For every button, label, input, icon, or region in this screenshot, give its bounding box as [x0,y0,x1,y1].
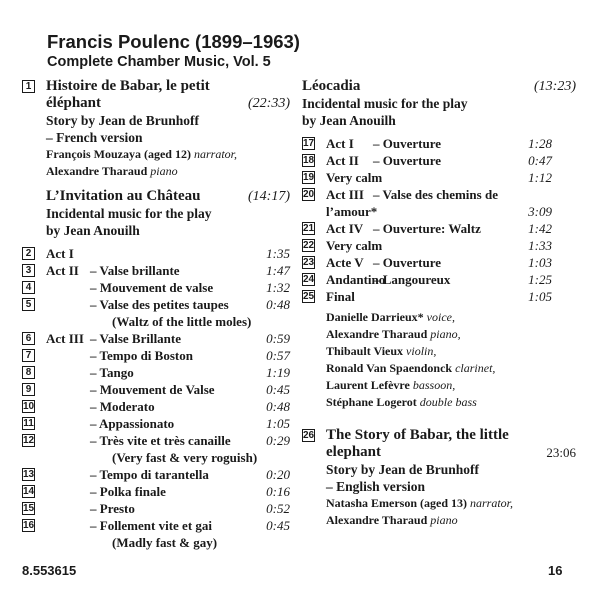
track-number: 5 [22,298,35,311]
track-number: 8 [22,366,35,379]
composer-title: Francis Poulenc (1899–1963) [47,31,300,52]
track-duration: 0:48 [266,399,290,414]
work-title-line2 [46,95,290,112]
work-subtitle-2: – English version [326,479,426,494]
credit-line [326,512,576,529]
track-duration: 0:57 [266,348,290,363]
invitation-block [22,188,290,239]
track-row [22,466,290,483]
leocadia-block [302,78,576,129]
track-title: – Langoureux [373,272,451,287]
track-duration: 1:25 [528,272,552,287]
track-number: 7 [22,349,35,362]
track-act: Very calm [326,170,383,185]
performer-name: Alexandre Tharaud [46,164,148,178]
track-duration: 1:03 [528,255,552,270]
work-duration: 23:06 [546,445,576,460]
performer-name: Thibault Vieux [326,344,404,358]
credit-line [326,309,576,326]
work-title-row [302,78,576,95]
track-act: Act III [46,331,84,346]
credit-line [326,343,576,360]
track-duration: 0:20 [266,467,290,482]
credit-line [326,377,576,394]
track-row [22,245,290,262]
track-title: l’amour* [326,204,378,219]
track-title: – Valse Brillante [90,331,182,346]
track-number: 10 [23,401,35,412]
track-duration: 1:35 [266,246,290,261]
track-list [22,245,290,551]
track-row [302,220,576,237]
babar-french-block [22,78,290,180]
track-title: – Mouvement de Valse [90,382,215,397]
work-subtitle-2: by Jean Anouilh [302,113,396,128]
work-subtitle: Story by Jean de Brunhoff [326,462,480,477]
track-title: – Ouverture [373,136,441,151]
track-duration: 0:52 [266,501,290,516]
track-act: Act II [46,263,79,278]
track-row [302,254,576,271]
track-row [22,364,290,381]
work-title: Léocadia [302,78,361,94]
track-row [22,534,290,551]
track-number: 12 [23,435,35,446]
track-title: – Ouverture: Waltz [373,221,481,236]
work-title-cont: éléphant [46,95,102,111]
track-act: Final [326,289,355,304]
track-duration: 1:32 [266,280,290,295]
performer-name: François Mouzaya (aged 12) [46,147,191,161]
work-subtitle: Incidental music for the play [302,96,468,111]
track-duration: 1:33 [528,238,552,253]
track-title: – Tempo di Boston [90,348,193,363]
track-number: 2 [22,247,35,260]
work-duration: (14:17) [248,189,290,204]
track-duration: 0:45 [266,382,290,397]
work-subtitle-2: by Jean Anouilh [46,223,140,238]
track-title: – Tango [90,365,134,380]
track-row [22,483,290,500]
track-number: 16 [23,520,35,531]
track-number: 11 [23,418,34,429]
track-row [302,237,576,254]
track-row [22,432,290,449]
track-translation: (Madly fast & gay) [112,535,218,550]
track-title: – Mouvement de valse [90,280,214,295]
track-number: 3 [22,264,35,277]
performer-name: Stéphane Logerot [326,395,417,409]
track-title: – Tempo di tarantella [90,467,209,482]
track-act: Very calm [326,238,383,253]
track-row [22,398,290,415]
credit-line [326,326,576,343]
performer-role: bassoon, [412,378,456,392]
track-duration: 1:47 [266,263,290,278]
performer-role: narrator, [193,147,237,161]
work-subtitle: Incidental music for the play [46,206,212,221]
track-act: Andantino [326,272,386,287]
track-duration: 0:59 [266,331,290,346]
work-duration: (22:33) [248,96,290,111]
track-number: 23 [303,257,315,268]
track-number: 25 [303,291,315,302]
track-row [302,186,576,203]
track-row [302,152,576,169]
babar-english-block [302,427,576,529]
work-title: The Story of Babar, the little [326,427,509,443]
right-column [302,78,576,529]
work-title: L’Invitation au Château [46,188,201,204]
track-row [302,169,576,186]
track-title: – Follement vite et gai [90,518,213,533]
track-title: – Ouverture [373,255,441,270]
track-duration: 0:45 [266,518,290,533]
track-title: – Très vite et très canaille [90,433,231,448]
track-title: – Ouverture [373,153,441,168]
track-act: Act I [326,136,354,151]
track-duration: 0:16 [266,484,290,499]
track-act: Act I [46,246,74,261]
track-row [302,271,576,288]
track-number: 21 [303,223,315,234]
catalog-number: 8.553615 [22,563,77,578]
track-title: – Polka finale [90,484,166,499]
track-title: – Appassionato [90,416,175,431]
track-number: 6 [22,332,35,345]
track-number: 24 [303,274,315,285]
performer-name: Alexandre Tharaud [326,513,428,527]
track-row [22,296,290,313]
track-act: Act III [326,187,364,202]
credit-line [46,163,290,180]
track-title: – Moderato [90,399,155,414]
track-duration: 1:19 [266,365,290,380]
page-number: 16 [548,563,563,578]
performer-credits [302,309,576,411]
track-list [302,135,576,305]
track-duration: 1:28 [528,136,552,151]
track-title: – Valse brillante [90,263,180,278]
track-title: – Presto [90,501,135,516]
performer-name: Ronald Van Spaendonck [326,361,453,375]
track-duration: 0:29 [266,433,290,448]
performer-role: double bass [419,395,477,409]
track-act: Acte V [326,255,364,270]
track-number: 1 [22,80,35,93]
performer-role: voice, [426,310,455,324]
track-row [22,517,290,534]
track-number: 13 [23,469,35,480]
track-row [22,500,290,517]
track-row [22,262,290,279]
track-duration: 1:12 [528,170,552,185]
track-act: Act IV [326,221,364,236]
track-number: 9 [22,383,35,396]
track-row [22,279,290,296]
performer-role: piano [430,513,458,527]
work-title-row [46,188,290,205]
track-duration: 1:42 [528,221,552,236]
credit-line [326,495,576,512]
work-title: Histoire de Babar, le petit [46,78,210,94]
credit-line [326,360,576,377]
track-title: – Valse des chemins de [373,187,498,202]
track-row [22,313,290,330]
track-number: 15 [23,503,35,514]
performer-role: narrator, [470,496,514,510]
track-number: 17 [303,138,315,149]
performer-name: Alexandre Tharaud [326,327,428,341]
track-row [302,203,576,220]
credit-line [326,394,576,411]
track-duration: 3:09 [528,204,552,219]
performer-name: Natasha Emerson (aged 13) [326,496,467,510]
track-translation: (Very fast & very roguish) [112,450,258,465]
album-subtitle: Complete Chamber Music, Vol. 5 [47,54,271,70]
track-row [22,415,290,432]
work-subtitle: Story by Jean de Brunhoff [46,113,200,128]
work-title-cont: elephant [326,444,382,460]
track-row [302,135,576,152]
track-duration: 0:48 [266,297,290,312]
work-subtitle-2: – French version [46,130,143,145]
performer-role: violin, [406,344,437,358]
credit-line [46,146,290,163]
work-title-line2 [326,444,576,461]
track-row [302,288,576,305]
track-translation: (Waltz of the little moles) [112,314,252,329]
track-row [22,449,290,466]
track-number: 14 [23,486,35,497]
performer-role: piano, [430,327,461,341]
track-duration: 0:47 [528,153,552,168]
track-act: Act II [326,153,359,168]
track-number: 26 [303,430,315,441]
track-number: 18 [303,155,315,166]
track-number: 22 [303,240,315,251]
track-row [22,381,290,398]
performer-role: piano [150,164,178,178]
track-number: 4 [22,281,35,294]
track-row [22,330,290,347]
performer-role: clarinet, [455,361,496,375]
track-number: 19 [303,172,315,183]
track-duration: 1:05 [266,416,290,431]
performer-name: Laurent Lefèvre [326,378,410,392]
performer-name: Danielle Darrieux* [326,310,424,324]
track-number: 20 [303,189,315,200]
track-row [22,347,290,364]
track-title: – Valse des petites taupes [90,297,229,312]
left-column [22,78,290,551]
work-duration: (13:23) [534,79,576,94]
track-duration: 1:05 [528,289,552,304]
